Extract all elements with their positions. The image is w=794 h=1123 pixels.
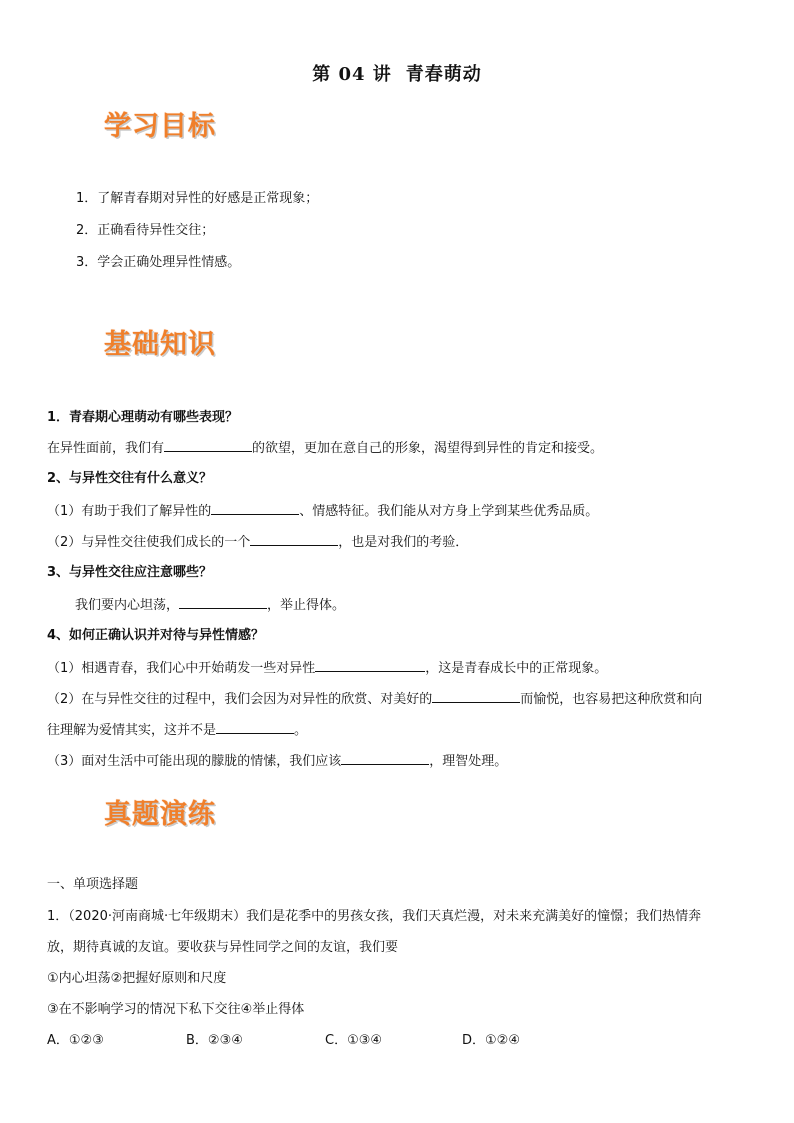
question-type: 一、单项选择题 bbox=[47, 877, 139, 892]
section-heading-goals: 学习目标 bbox=[104, 111, 216, 142]
answer-3: 我们要内心坦荡， ，举止得体。 bbox=[75, 598, 346, 613]
goal-item-3: 3．学会正确处理异性情感。 bbox=[76, 255, 241, 270]
answer-2-1: （1）有助于我们了解异性的 、情感特征。我们能从对方身上学到某些优秀品质。 bbox=[47, 504, 599, 519]
question-2: 2、与异性交往有什么意义？ bbox=[47, 471, 213, 486]
page-title bbox=[0, 60, 794, 86]
question-3: 3、与异性交往应注意哪些？ bbox=[47, 565, 213, 580]
fill-blank bbox=[341, 752, 429, 765]
lesson-name: 青春萌动 bbox=[405, 64, 482, 85]
fill-blank bbox=[216, 721, 294, 734]
goal-item-2: 2．正确看待异性交往； bbox=[76, 223, 215, 238]
fill-blank bbox=[432, 690, 520, 703]
answer-1: 在异性面前，我们有 的欲望，更加在意自己的形象，渴望得到异性的肯定和接受。 bbox=[47, 441, 604, 456]
answer-4-1: （1）相遇青春，我们心中开始萌发一些对异性 ，这是青春成长中的正常现象。 bbox=[47, 661, 608, 676]
fill-blank bbox=[250, 533, 338, 546]
statement-list-2: ③在不影响学习的情况下私下交往④举止得体 bbox=[47, 1002, 305, 1017]
section-heading-practice: 真题演练 bbox=[104, 799, 216, 830]
goal-item-1: 1．了解青春期对异性的好感是正常现象； bbox=[76, 191, 319, 206]
fill-blank bbox=[315, 659, 425, 672]
lesson-number: 第 04 讲 bbox=[312, 64, 392, 85]
option-b[interactable]: B．②③④ bbox=[186, 1033, 243, 1048]
fill-blank bbox=[179, 596, 267, 609]
section-heading-basics: 基础知识 bbox=[104, 329, 216, 360]
option-c[interactable]: C．①③④ bbox=[325, 1033, 383, 1048]
answer-2-2: （2）与异性交往使我们成长的一个 ，也是对我们的考验． bbox=[47, 535, 469, 550]
fill-blank bbox=[211, 502, 299, 515]
option-a[interactable]: A．①②③ bbox=[47, 1033, 104, 1048]
practice-question-1-line1: 1．（2020·河南商城·七年级期末）我们是花季中的男孩女孩，我们天真烂漫，对未来充满美好的憧憬；我们热情奔 bbox=[47, 909, 702, 924]
answer-4-3: （3）面对生活中可能出现的朦胧的情愫，我们应该 ，理智处理。 bbox=[47, 754, 508, 769]
statement-list-1: ①内心坦荡②把握好原则和尺度 bbox=[47, 971, 227, 986]
question-4: 4、如何正确认识并对待与异性情感？ bbox=[47, 628, 265, 643]
practice-question-1-line2: 放，期待真诚的友谊。要收获与异性同学之间的友谊，我们要 bbox=[47, 940, 399, 955]
fill-blank bbox=[164, 439, 252, 452]
option-d[interactable]: D．①②④ bbox=[462, 1033, 520, 1048]
answer-4-2: （2）在与异性交往的过程中，我们会因为对异性的欣赏、对美好的 而愉悦，也容易把这种欣赏和向 bbox=[47, 692, 703, 707]
question-1: 1．青春期心理萌动有哪些表现？ bbox=[47, 410, 239, 425]
answer-4-2-cont: 往理解为爱情其实，这并不是 。 bbox=[47, 723, 308, 738]
